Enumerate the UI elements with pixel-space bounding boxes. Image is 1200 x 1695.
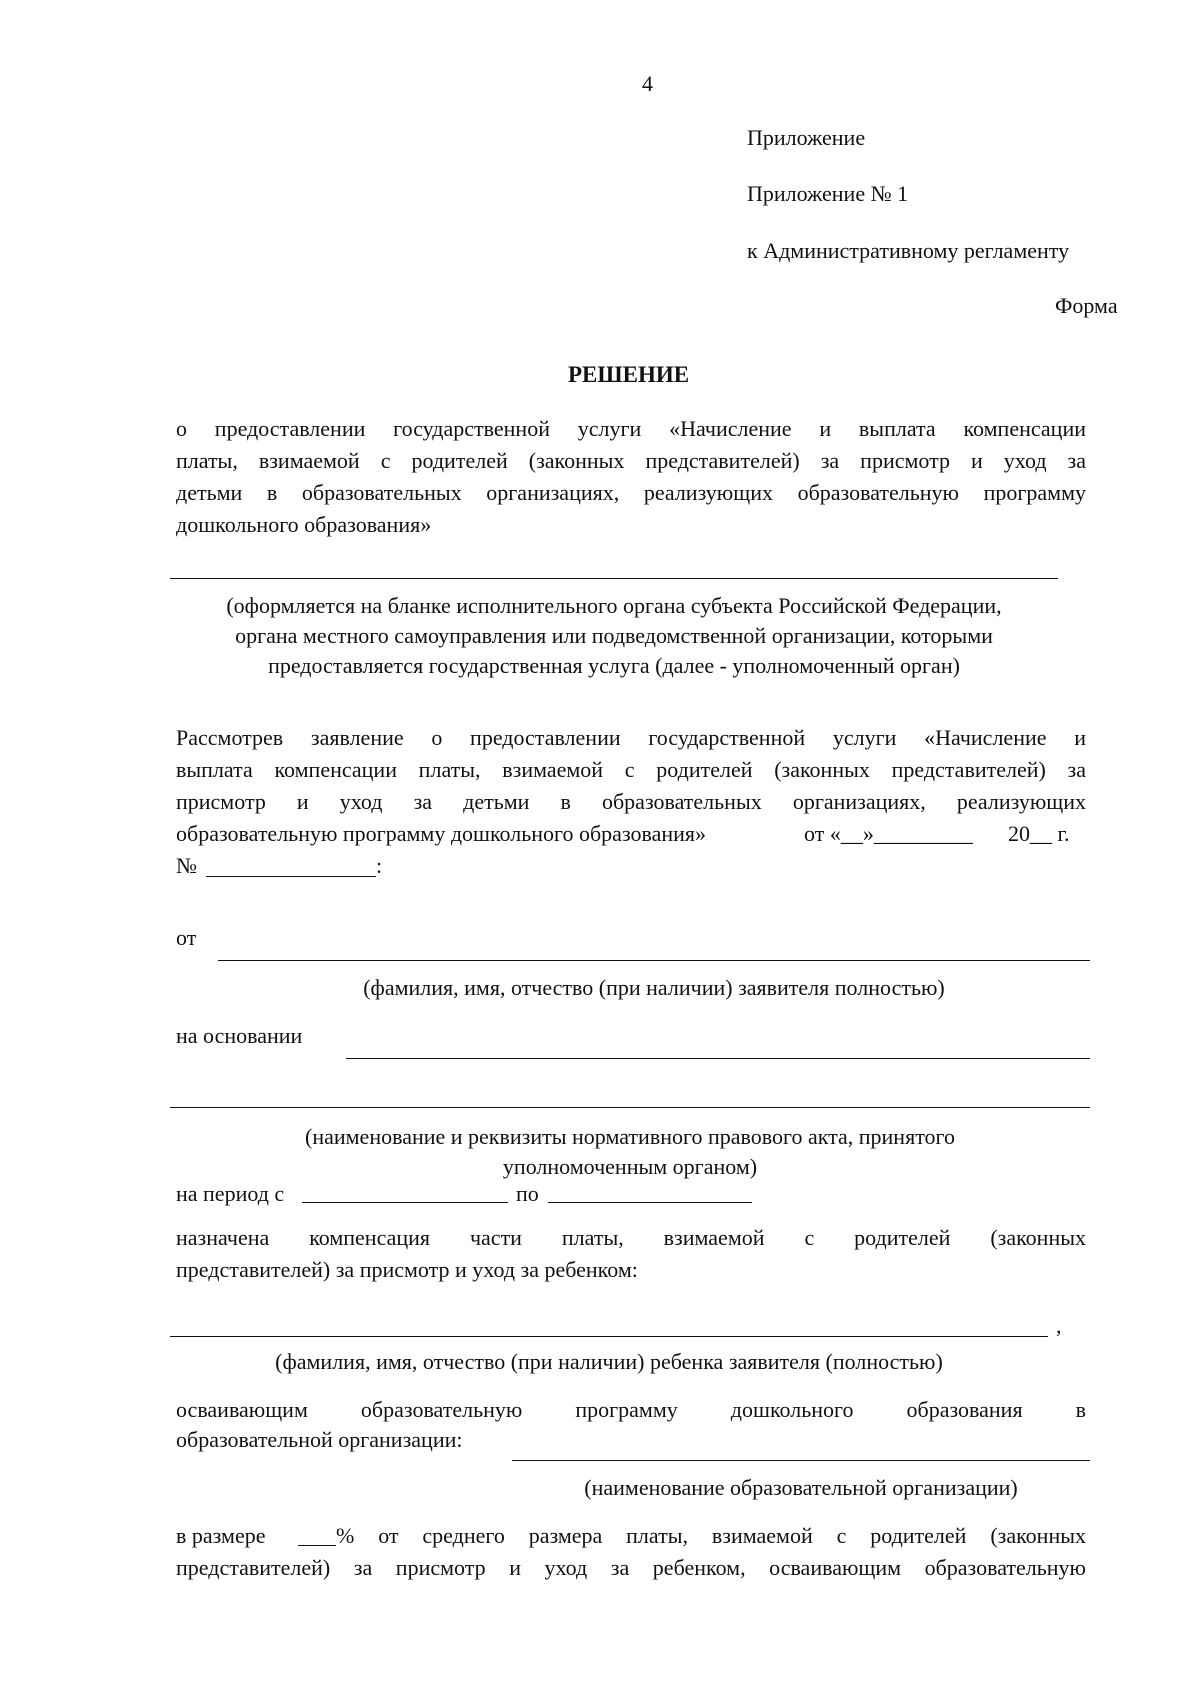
issuer-note-3: предоставляется государственная услуга (далее - уполномоченный орган) [268,653,960,678]
amount-pre: в размере [176,1523,266,1548]
child-blank-line [170,1336,1048,1337]
period-from-label: на период с [176,1181,285,1206]
application-date: от «__»_________ [804,821,973,846]
assigned-line-2: представителей) за присмотр и уход за ребенком: [176,1257,638,1282]
child-comma: , [1056,1313,1062,1338]
org-caption: (наименование образовательной организации) [584,1475,1018,1500]
issuer-blank-line [170,578,1058,579]
mastering-line-1: осваивающим образовательную программу дошкольного образования в [176,1397,1086,1422]
basis-blank-line-2 [170,1107,1090,1108]
act-caption-2: уполномоченным органом) [502,1154,758,1179]
period-from-blank [302,1202,508,1203]
subject-line-1: о предоставлении государственной услуги «Начисление и выплата компенсации [176,416,1086,441]
page-number: 4 [642,71,653,96]
from-label: от [176,925,197,950]
considered-line-3: присмотр и уход за детьми в образовательных организациях, реализующих [176,789,1086,814]
basis-blank-line-1 [346,1058,1090,1059]
subject-line-2: платы, взимаемой с родителей (законных представителей) за присмотр и уход за [176,448,1086,473]
issuer-note-1: (оформляется на бланке исполнительного органа субъекта Российской Федерации, [226,593,1002,618]
subject-line-3: детьми в образовательных организациях, реализующих образовательную программу [176,480,1086,505]
act-caption-1: (наименование и реквизиты нормативного правового акта, принятого [305,1124,955,1149]
mastering-line-2: образовательной организации: [176,1427,463,1452]
period-to-label: по [516,1181,539,1206]
amount-post: % от среднего размера платы, взимаемой с родителей (законных [336,1523,1086,1548]
considered-line-2: выплата компенсации платы, взимаемой с родителей (законных представителей) за [176,757,1086,782]
header-regulation: к Административному регламенту [747,238,1070,263]
assigned-line-1: назначена компенсация части платы, взимаемой с родителей (законных [176,1225,1086,1250]
application-number-blank [206,876,376,877]
amount-line-2: представителей) за присмотр и уход за ребенком, осваивающим образовательную [176,1555,1086,1580]
considered-line-1: Рассмотрев заявление о предоставлении государственной услуги «Начисление и [176,725,1086,750]
org-blank-line [512,1460,1090,1461]
application-number-colon: : [376,853,383,878]
form-label: Форма [1055,293,1118,318]
application-number-label: № [176,853,197,878]
period-to-blank [548,1202,752,1203]
subject-line-4: дошкольного образования» [176,512,432,537]
considered-line-4-text: образовательную программу дошкольного образования» [176,821,707,846]
application-year: 20__ г. [1008,821,1070,846]
document-title: РЕШЕНИЕ [568,362,690,387]
amount-percent-blank [298,1545,336,1546]
applicant-caption: (фамилия, имя, отчество (при наличии) заявителя полностью) [363,975,945,1000]
header-appendix: Приложение [747,125,866,150]
header-appendix-number: Приложение № 1 [747,181,909,206]
basis-label: на основании [176,1023,303,1048]
child-caption: (фамилия, имя, отчество (при наличии) ребенка заявителя (полностью) [275,1349,943,1374]
applicant-blank-line [218,960,1090,961]
issuer-note-2: органа местного самоуправления или подведомственной организации, которыми [235,623,993,648]
